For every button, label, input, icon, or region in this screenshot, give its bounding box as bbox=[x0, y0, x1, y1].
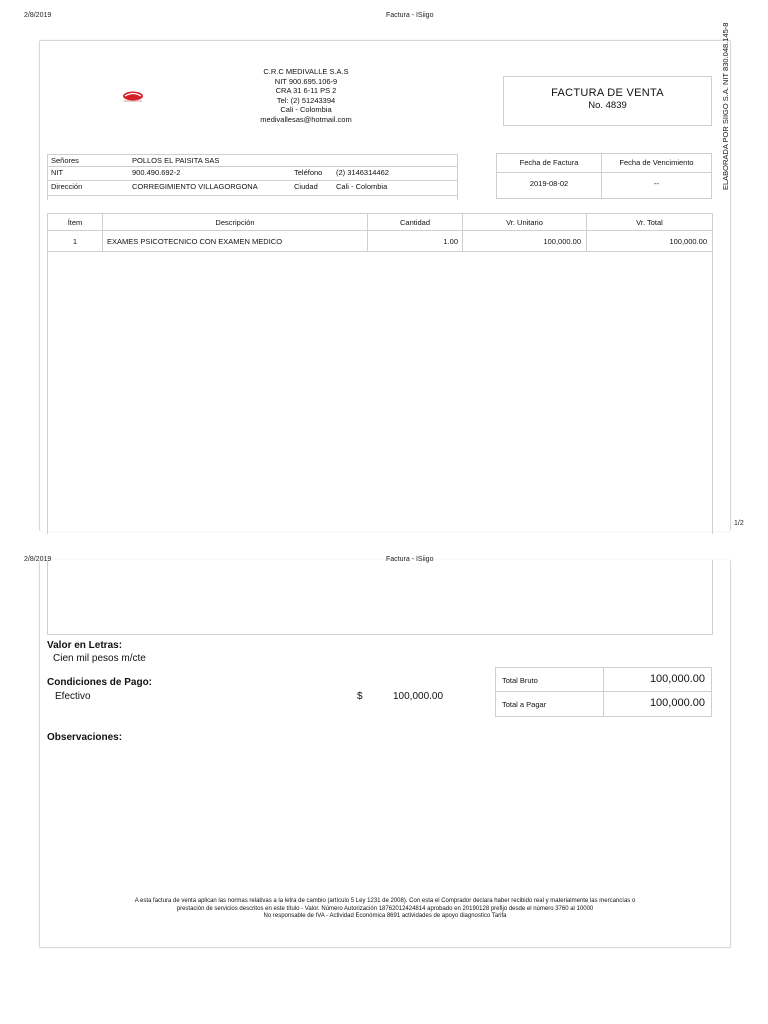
client-name: POLLOS EL PAISITA SAS bbox=[132, 156, 220, 165]
page-number: 1/2 bbox=[734, 520, 744, 527]
dates-box bbox=[496, 153, 712, 199]
invoice-page-2 bbox=[39, 560, 731, 948]
client-row-nit bbox=[48, 167, 457, 181]
col-header-vr-total: Vr. Total bbox=[636, 217, 663, 227]
label-telefono: Teléfono bbox=[294, 168, 323, 177]
label-fecha-vencimiento: Fecha de Vencimiento bbox=[619, 158, 694, 167]
print-title-page2: Factura - ISiigo bbox=[386, 556, 434, 563]
print-date: 2/8/2019 bbox=[24, 12, 52, 19]
invoice-title-box bbox=[503, 76, 712, 126]
totals-box bbox=[495, 667, 712, 717]
client-city: Cali - Colombia bbox=[336, 182, 388, 191]
company-address: CRA 31 6-11 PS 2 bbox=[275, 86, 337, 95]
legal-line-1: A esta factura de venta aplican las normas relativas a la letra de cambio (artículo 5 Ley 1231 de 2008). Con esta el Comprador declara haber recibido real y materialmente las mercancías o bbox=[134, 898, 636, 904]
side-vertical-text: ELABORADA POR SIIGO S.A. NIT 830.048.145-8 bbox=[721, 22, 730, 190]
client-nit: 900.490.692-2 bbox=[132, 168, 181, 177]
company-city: Cali - Colombia bbox=[280, 105, 332, 114]
due-date: -- bbox=[654, 179, 659, 188]
company-info bbox=[226, 67, 386, 124]
client-row-senores bbox=[48, 155, 457, 167]
print-title: Factura - ISiigo bbox=[386, 12, 434, 19]
label-total-pagar: Total a Pagar bbox=[502, 700, 547, 709]
client-address: CORREGIMIENTO VILLAGORGONA bbox=[132, 182, 258, 191]
col-header-item: Ítem bbox=[67, 217, 83, 227]
company-nit: NIT 900.695.106-9 bbox=[274, 76, 338, 86]
legal-line-3: No responsable de IVA - Actividad Económica 8691 actividades de apoyo diagnostico Tarifa bbox=[263, 913, 507, 919]
table-cell-item: 1 bbox=[72, 237, 78, 246]
payment-method: Efectivo bbox=[55, 691, 91, 702]
observaciones-label: Observaciones: bbox=[47, 732, 123, 743]
invoice-date: 2019-08-02 bbox=[529, 179, 569, 188]
table-cell-descripcion: EXAMES PSICOTECNICO CON EXAMEN MEDICO bbox=[107, 237, 283, 246]
items-table bbox=[47, 213, 713, 534]
payment-amount: 100,000.00 bbox=[393, 691, 444, 702]
items-table-continued bbox=[47, 560, 713, 635]
col-header-vr-unitario: Vr. Unitario bbox=[506, 217, 543, 227]
invoice-page-1 bbox=[39, 22, 731, 531]
label-direccion: Dirección bbox=[51, 182, 83, 191]
invoice-number: No. 4839 bbox=[588, 100, 627, 111]
legal-notice bbox=[55, 898, 715, 921]
table-cell-vr-total: 100,000.00 bbox=[669, 237, 707, 246]
client-row-direccion bbox=[48, 181, 457, 196]
legal-line-2: prestación de servicios descritos en este título - Valor. Número Autorización 18762012424814 aprobado en 20190128 prefijo desde el número 3760 al 10000 bbox=[176, 905, 594, 912]
table-cell-cantidad: 1.00 bbox=[443, 237, 458, 246]
company-email: medivallesas@hotmail.com bbox=[260, 114, 352, 124]
print-date-page2: 2/8/2019 bbox=[24, 556, 52, 563]
valor-letras-value: Cien mil pesos m/cte bbox=[53, 653, 146, 664]
valor-letras-label: Valor en Letras: bbox=[47, 640, 123, 651]
client-phone: (2) 3146314462 bbox=[336, 168, 389, 177]
invoice-type: FACTURA DE VENTA bbox=[551, 87, 664, 99]
label-fecha-factura: Fecha de Factura bbox=[519, 158, 579, 167]
label-senores: Señores bbox=[51, 156, 79, 165]
company-phone: Tel: (2) 51243394 bbox=[276, 95, 336, 105]
total-pagar: 100,000.00 bbox=[649, 697, 705, 709]
currency-symbol: $ bbox=[357, 691, 363, 702]
col-header-cantidad: Cantidad bbox=[399, 217, 431, 227]
label-total-bruto: Total Bruto bbox=[502, 676, 538, 685]
company-name: C.R.C MEDIVALLE S.A.S bbox=[263, 67, 349, 76]
col-header-descripcion: Descripción bbox=[215, 217, 255, 227]
company-logo bbox=[122, 89, 144, 101]
table-cell-vr-unitario: 100,000.00 bbox=[543, 237, 581, 246]
label-nit: NIT bbox=[51, 168, 64, 177]
total-bruto: 100,000.00 bbox=[649, 673, 705, 685]
condiciones-pago-label: Condiciones de Pago: bbox=[47, 677, 153, 688]
label-ciudad: Ciudad bbox=[294, 182, 318, 191]
client-info-box bbox=[47, 154, 458, 200]
